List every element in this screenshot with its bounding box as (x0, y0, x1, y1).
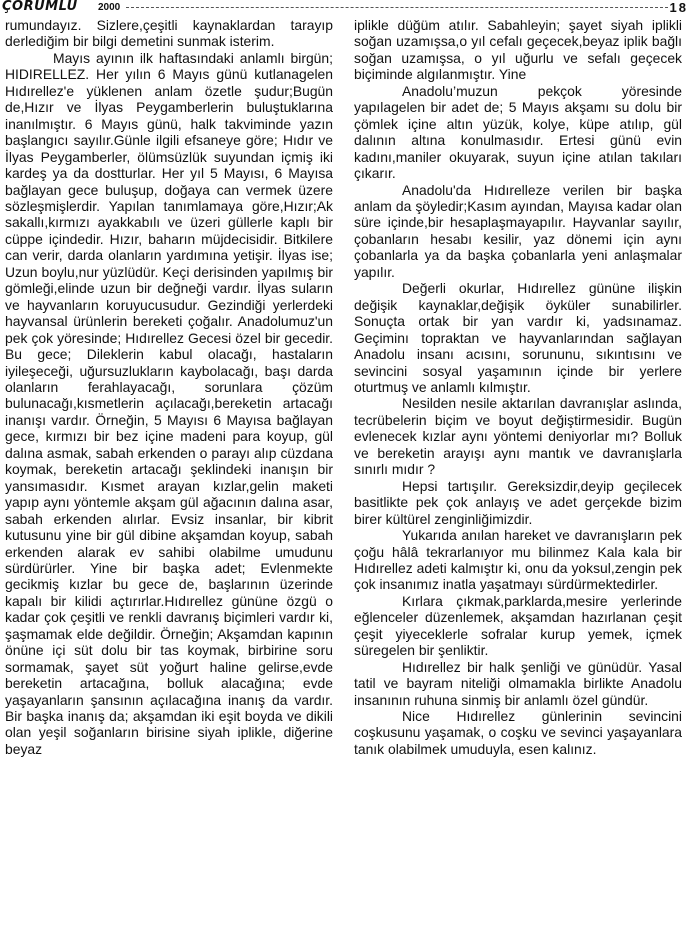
left-column (5, 17, 333, 757)
paragraph: Nesilden nesile aktarılan davranışlar aslında, tecrübelerin biçim ve boyut değiştirmesidir. Bugün evlenecek kızlar aynı yöntemi deniyorlar mı? Bolluk ve bereketin arayışı aynı mantık ve davranışlarla sınırlı mıdır ? (354, 395, 682, 478)
paragraph: Kırlara çıkmak,parklarda,mesire yerlerinde eğlenceler düzenlemek, akşamdan hazırlanan çeşit çeşit yiyeceklerle sofralar kurup yemek, içmek süregelen bir şenliktir. (354, 592, 682, 659)
paragraph: iplikle düğüm atılır. Sabahleyin; şayet siyah iplikli soğan uzamışsa,o yıl cefalı geçecek,beyaz iplik bağlı soğan uzamışsa, o yıl uğurlu ve sefalı geçecek biçiminde algılanmıştır. Yine (354, 17, 682, 83)
page-number: 18 (669, 0, 688, 15)
paragraph: Hepsi tartışılır. Gereksizdir,deyip geçilecek basitlikte pek çok anlayış ve adet gerçekde bizim birer kültürel zenginliğimizdir. (354, 477, 682, 527)
header-divider (126, 7, 668, 8)
paragraph: Yukarıda anılan hareket ve davranışların pek çoğu hâlâ tekrarlanıyor mu bilinmez Kala kala bir Hıdırellez adeti kalmıştır ki, onu da yoksul,zengin pek çok insanımız inatla yaşatmayı sürdürmektedirler. (354, 527, 682, 593)
right-column (354, 17, 682, 757)
issue-year: 2000 (98, 2, 121, 13)
paragraph: rumundayız. Sizlere,çeşitli kaynaklardan tarayıp derlediğim bir bilgi demetini sunmak isterim. (5, 17, 333, 50)
paragraph: Mayıs ayının ilk haftasındaki anlamlı birgün; HIDIRELLEZ. Her yılın 6 Mayıs günü kutlanagelen Hıdırellez'e yüklenen anlam özetle şudur;Bugün de,Hızır ve İlyas Peygamberlerin buluştuklarına inanılmıştır. 6 Mayıs günü, halk takviminde yazın başlangıcı sayılır.Günle ilgili efsaneye göre; Hıdır ve İlyas Peygamberler, ölümsüzlük suyundan içmiş iki kardeş ya da dostturlar. Her yıl 5 Mayısı, 6 Mayısa bağlayan gece buluşup, doğaya can vermek üzere sözleşmişlerdir. Yapılan tanımlamaya göre,Hızır;Ak sakallı,kırmızı ayakkabılı ve üzeri güllerle kaplı bir cüppe içindedir. Hızır, baharın müjdecisidir. Bitkilere can verir, darda olanların yardımına yetişir. İlyas ise; Uzun boylu,nur yüzlüdür. Keçi derisinden yapılmış bir gömleği,elinde uzun bir değneği vardır. İlyas suların ve hayvanların koruyucusudur. Gezindiği yerlerdeki hayvansal ürünlerin bereketi çoğalır. Anadolumuz'un pek çok yöresinde; Hıdırellez Gecesi özel bir gecedir. Bu gece; Dileklerin kabul olacağı, hastaların iyileşeceği, uğursuzlukların kaybolacağı, başı darda olanların ferahlayacağı, sorunlara çözüm bulunacağı,kısmetlerin açılacağı,bereketin artacağı inanışı vardır. Örneğin, 5 Mayısı 6 Mayısa bağlayan gece, kırmızı bir bez içine madeni para koyup, gül dalına asmak, sabah erkenden o parayı alıp cüzdana koymak, bereketin artacağı şeklindeki inanışın bir yansımasıdır. Kısmet arayan kızlar,gelin maketi yapıp aynı yöntemle akşam gül ağacının dalına asar, sabah erkenden alırlar. Evsiz insanlar, bir kibrit kutusunu yine bir gül dibine akşamdan koyup, sabah erkenden alarak ev sahibi olabilme umudunu sürdürürler. Yine bir başka adet; Evlenmekte gecikmiş kızlar bu gece de, başlarının üzerinde kapalı bir kilidi açtırırlar.Hıdırellez gününe özgü o kadar çok çeşitli ve renkli davranış biçimleri vardır ki, şaşmamak elde değildir. Örneğin; Akşamdan kapının önüne içi süt dolu bir tas koymak, birbirine soru sormamak, şayet süt yoğurt haline gelirse,evde bereketin artacağına, bolluk alacağına; evde yaşayanların şansının açılacağına inanış da vardır. Bir başka inanış da; akşamdan iki eşit boyda ve dikili olan yeşil soğanların birisine siyah iplikle, diğerine beyaz (5, 49, 333, 757)
paragraph: Hıdırellez bir halk şenliği ve günüdür. Yasal tatil ve bayram niteliği olmamakla birlikte Anadolu insanının ruhuna sinmiş bir anlamlı özel gündür. (354, 658, 682, 708)
page-header (0, 0, 690, 16)
paragraph: Değerli okurlar, Hıdırellez gününe ilişkin değişik kaynaklar,değişik öyküler sunabilirler. Sonuçta ortak bir yan vardır ki, yadsınamaz. Geçiminı topraktan ve hayvanlarından sağlayan Anadolu insanı acısını, sorununu, sıkıntısını ve sevincini sosyal yaşamının içinde bir yerlere oturtmuş ve anlamlı kılmıştır. (354, 280, 682, 395)
paragraph: Anadolu'da Hıdırelleze verilen bir başka anlam da şöyledir;Kasım ayından, Mayısa kadar olan süre içinde,bir hesaplaşmayapılır. Hayvanlar sayılır, çobanların hesabı kesilir, yaz dönemi için aynı çobanlarla ya da başka çobanlarla yeni anlaşmalar yapılır. (354, 181, 682, 280)
masthead-logo: ÇORUMLU (2, 0, 78, 14)
paragraph: Nice Hıdırellez günlerinin sevincini coşkusunu yaşamak, o coşku ve sevinci yaşayanlara tanık olabilmek umuduyla, esen kalınız. (354, 708, 682, 757)
paragraph: Anadolu’muzun pekçok yöresinde yapılagelen bir adet de; 5 Mayıs akşamı su dolu bir çömlek içine altın yüzük, kolye, küpe atılıp, gül dalının altına konulmasıdır. Ertesi günü evin kadını,maniler okuyarak, suyun içine atılan takıları çıkarır. (354, 82, 682, 182)
